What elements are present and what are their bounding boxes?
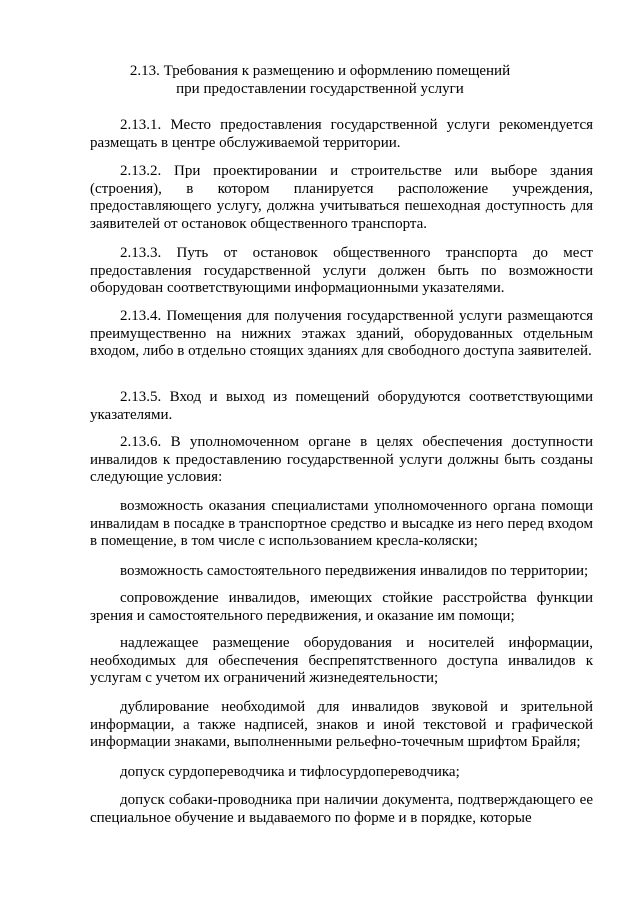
paragraph-2-13-1: 2.13.1. Место предоставления государственной услуги рекомендуется размещать в центре обслуживаемой территории. [90, 117, 593, 151]
section-heading [90, 63, 550, 98]
paragraph-2-13-6: 2.13.6. В уполномоченном органе в целях обеспечения доступности инвалидов к предоставлению государственной услуги должны быть созданы следующие условия: [90, 434, 593, 485]
paragraph-2-13-4: 2.13.4. Помещения для получения государственной услуги размещаются преимущественно на нижних этажах зданий, оборудованных отдельным входом, либо в отдельно стоящих зданиях для свободного доступа заявителей. [90, 308, 593, 359]
section-heading-line-2: при предоставлении государственной услуги [176, 80, 464, 97]
paragraph-2-13-5: 2.13.5. Вход и выход из помещений оборудуются соответствующими указателями. [90, 389, 593, 423]
list-item-independent-movement: возможность самостоятельного передвижения инвалидов по территории; [120, 563, 589, 579]
list-item-sign-interpreter: допуск сурдопереводчика и тифлосурдопереводчика; [120, 764, 460, 780]
paragraph-2-13-3: 2.13.3. Путь от остановок общественного транспорта до мест предоставления государственной услуги должен быть по возможности оборудован соответствующими информационными указателями. [90, 245, 593, 296]
list-item-information-duplication: дублирование необходимой для инвалидов звуковой и зрительной информации, а также надписей, знаков и иной текстовой и графической информации знаками, выполненными рельефно-точечным шрифтом Брайля; [90, 699, 593, 750]
list-item-guide-dog: допуск собаки-проводника при наличии документа, подтверждающего ее специальное обучение и выдаваемого по форме и в порядке, которые [90, 792, 593, 826]
paragraph-2-13-2: 2.13.2. При проектировании и строительстве или выборе здания (строения), в котором планируется расположение учреждения, предоставляющего услугу, должна учитываться пешеходная доступность для заявителей от остановок общественного транспорта. [90, 163, 593, 232]
section-heading-line-1: 2.13. Требования к размещению и оформлению помещений [129, 63, 511, 79]
list-item-equipment-placement: надлежащее размещение оборудования и носителей информации, необходимых для обеспечения беспрепятственного доступа инвалидов к услугам с учетом их ограничений жизнедеятельности; [90, 635, 593, 686]
list-item-boarding-assistance: возможность оказания специалистами уполномоченного органа помощи инвалидам в посадке в транспортное средство и высадке из него перед входом в помещение, в том числе с использованием кресла-коляски; [90, 498, 593, 549]
list-item-accompaniment: сопровождение инвалидов, имеющих стойкие расстройства функции зрения и самостоятельного передвижения, и оказание им помощи; [90, 590, 593, 624]
